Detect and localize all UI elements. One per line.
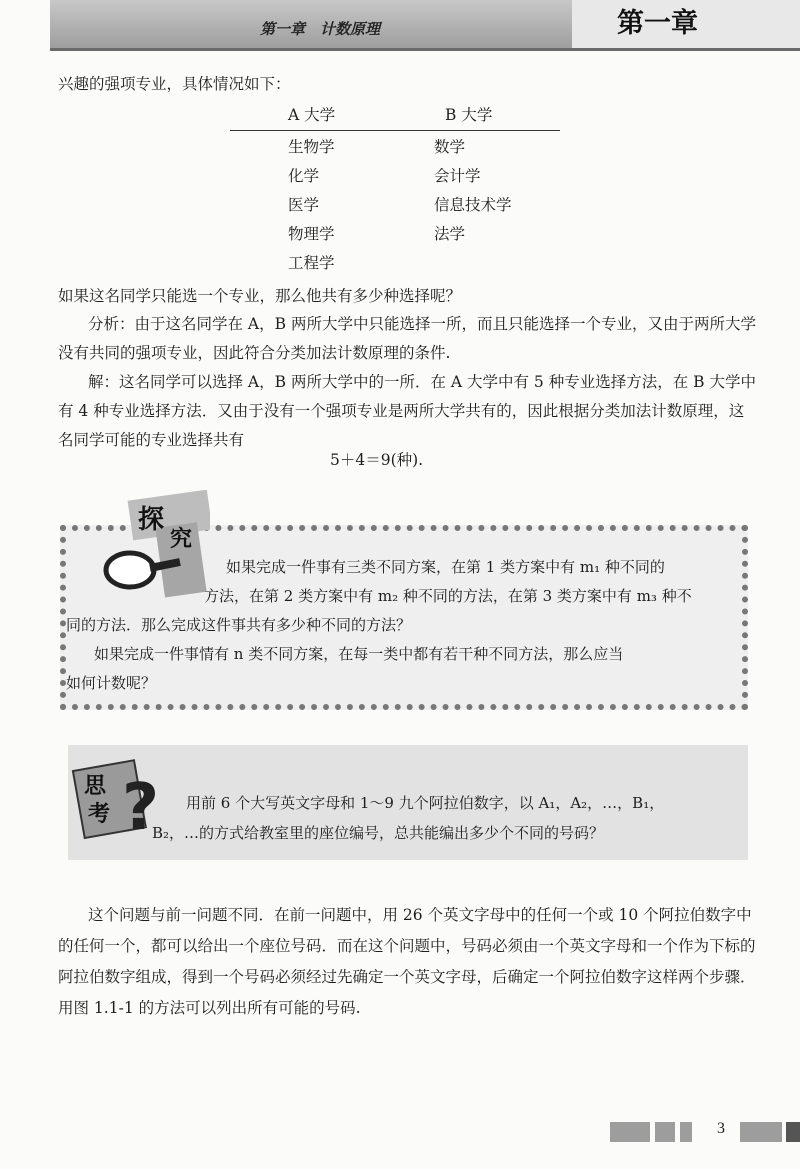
badge-char-explore-2: 究 — [170, 526, 193, 552]
think-line-2: B₂，…的方式给教室里的座位编号，总共能编出多少个不同的号码？ — [152, 824, 605, 842]
col-header-a: A 大学 — [288, 106, 336, 124]
table-rule — [230, 130, 560, 131]
cell-a-4: 物理学 — [288, 225, 335, 243]
cell-b-2: 会计学 — [434, 167, 481, 185]
think-line-1: 用前 6 个大写英文字母和 1～9 九个阿拉伯数字，以 A₁，A₂，…，B₁， — [186, 794, 665, 812]
cell-b-1: 数学 — [434, 138, 466, 156]
badge-char-think-2: 考 — [88, 801, 111, 827]
solution-text: 解：这名同学可以选择 A，B 两所大学中的一所．在 A 大学中有 5 种专业选择方法，在 B 大学中有 4 种专业选择方法．又由于没有一个强项专业是两所大学共有的，因此根据分类加法计数原理，这名同学可能的专业选择共有 — [58, 373, 756, 449]
cell-b-4: 法学 — [434, 225, 466, 243]
intro-text: 兴趣的强项专业，具体情况如下： — [58, 75, 291, 93]
equation: 5＋4＝9(种). — [330, 451, 424, 469]
chapter-header — [50, 0, 800, 51]
explore-line-4: 如果完成一件事情有 n 类不同方案，在每一类中都有若干种不同方法，那么应当 — [94, 645, 624, 663]
question-text: 如果这名同学只能选一个专业，那么他共有多少种选择呢？ — [58, 287, 462, 305]
badge-char-explore-1: 探 — [138, 505, 165, 535]
cell-a-2: 化学 — [288, 167, 320, 185]
analysis-text: 分析：由于这名同学在 A，B 两所大学中只能选择一所，而且只能选择一个专业，又由于两所大学没有共同的强项专业，因此符合分类加法计数原理的条件. — [58, 315, 756, 362]
col-header-b: B 大学 — [445, 106, 493, 124]
body-paragraph: 这个问题与前一问题不同．在前一问题中，用 26 个英文字母中的任何一个或 10 个阿拉伯数字中的任何一个，都可以给出一个座位号码．而在这个问题中，号码必须由一个英文字母和一个作为下标的阿拉伯数字组成，得到一个号码必须经过先确定一个英文字母，后确定一个阿拉伯数字这样两个步骤．用图 1.1-1 的方法可以列出所有可能的号码. — [58, 906, 756, 1017]
explore-line-1: 如果完成一件事有三类不同方案，在第 1 类方案中有 m₁ 种不同的 — [226, 558, 665, 576]
magnifier-icon — [100, 490, 210, 600]
cell-a-5: 工程学 — [288, 254, 335, 272]
explore-line-5: 如何计数呢？ — [66, 674, 157, 692]
page-number: 3 — [717, 1120, 725, 1137]
think-box — [68, 745, 748, 860]
svg-text:?: ? — [122, 771, 160, 845]
chapter-label: 第一章 计数原理 — [260, 20, 381, 38]
explore-line-3: 同的方法．那么完成这件事共有多少种不同的方法？ — [66, 616, 412, 634]
cell-b-3: 信息技术学 — [434, 196, 512, 214]
chapter-tab: 第一章 — [572, 0, 800, 48]
cell-a-1: 生物学 — [288, 138, 335, 156]
cell-a-3: 医学 — [288, 196, 320, 214]
explore-line-2: 方法，在第 2 类方案中有 m₂ 种不同的方法，在第 3 类方案中有 m₃ 种不 — [204, 587, 692, 605]
badge-char-think-1: 思 — [84, 773, 107, 799]
page-footer — [0, 1117, 800, 1147]
